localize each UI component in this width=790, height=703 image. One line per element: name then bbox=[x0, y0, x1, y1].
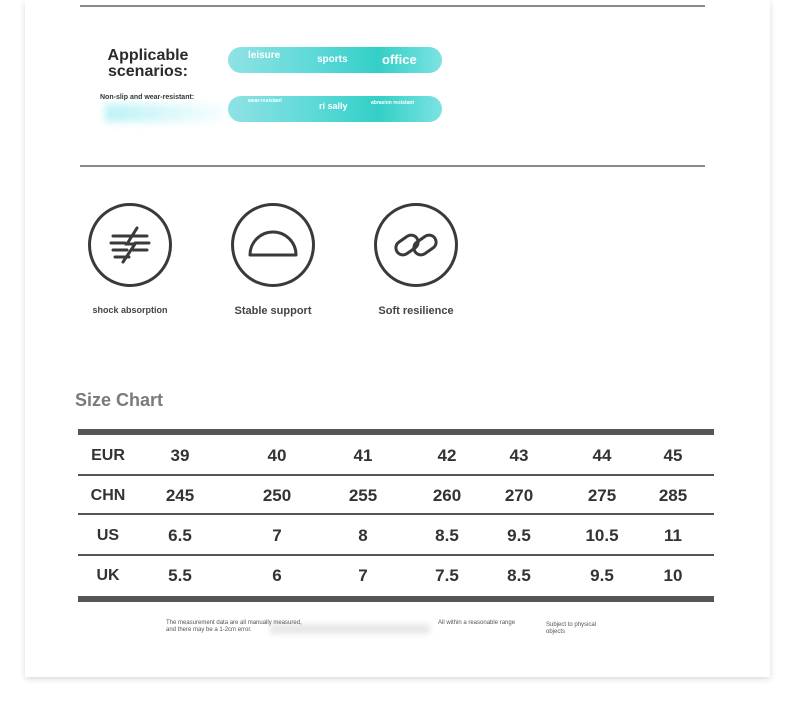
link-resilience-icon bbox=[374, 203, 458, 287]
scenarios-title-line2: scenarios: bbox=[107, 63, 189, 80]
table-top-bar bbox=[78, 429, 714, 435]
size-cell: 10.5 bbox=[585, 526, 619, 545]
size-cell: 39 bbox=[170, 446, 190, 465]
feature-ri-sally: ri sally bbox=[319, 101, 348, 111]
size-cell: 10 bbox=[663, 566, 683, 585]
feature-stable-support bbox=[213, 203, 333, 317]
size-row-eur bbox=[78, 436, 714, 476]
footnote-physical-line1: Subject to physical bbox=[546, 622, 597, 628]
footnote-physical-line2: objects bbox=[546, 629, 566, 635]
shock-absorption-icon bbox=[88, 203, 172, 287]
size-cell: 45 bbox=[663, 446, 683, 465]
table-bottom-bar bbox=[78, 596, 714, 602]
feature-label: Stable support bbox=[234, 305, 312, 317]
size-cell: 9.5 bbox=[590, 566, 614, 585]
size-cell: 7.5 bbox=[435, 566, 459, 585]
size-cell: 44 bbox=[592, 446, 612, 465]
feature-soft-resilience bbox=[356, 203, 476, 317]
row-divider bbox=[78, 513, 714, 515]
size-row-label: US bbox=[96, 527, 120, 544]
size-row-label: UK bbox=[96, 567, 120, 584]
size-cell: 41 bbox=[353, 446, 373, 465]
feature-wear-resistant: wear-resistant bbox=[248, 98, 282, 104]
nonslip-label: Non-slip and wear-resistant: bbox=[100, 94, 195, 101]
dome-support-icon bbox=[231, 203, 315, 287]
size-cell: 6.5 bbox=[168, 526, 192, 545]
size-cell: 42 bbox=[437, 446, 457, 465]
footnote-range: All within a reasonable range bbox=[438, 620, 516, 626]
size-cell: 5.5 bbox=[168, 566, 192, 585]
size-cell: 11 bbox=[664, 526, 682, 545]
size-row-label: CHN bbox=[90, 487, 126, 504]
size-cell: 7 bbox=[358, 566, 368, 585]
scenario-sports: sports bbox=[317, 54, 348, 65]
scenarios-title bbox=[95, 48, 201, 80]
size-cell: 245 bbox=[165, 486, 195, 505]
feature-label: shock absorption bbox=[92, 305, 168, 315]
footnote-measurement-line2: and there may be a 1-2cm error. bbox=[166, 627, 252, 633]
top-divider bbox=[80, 5, 705, 7]
size-row-us bbox=[78, 516, 714, 556]
size-cell: 275 bbox=[587, 486, 617, 505]
size-cell: 9.5 bbox=[507, 526, 531, 545]
size-cell: 7 bbox=[272, 526, 282, 545]
scenario-office: office bbox=[382, 52, 417, 67]
footnote-physical bbox=[546, 622, 596, 636]
scenario-pill bbox=[228, 47, 442, 73]
size-cell: 8.5 bbox=[507, 566, 531, 585]
size-cell: 255 bbox=[348, 486, 378, 505]
size-cell: 43 bbox=[509, 446, 529, 465]
footnote-measurement bbox=[166, 620, 302, 634]
size-chart-title: Size Chart bbox=[75, 390, 164, 410]
size-cell: 260 bbox=[432, 486, 462, 505]
scenarios-title-line1: Applicable bbox=[107, 47, 189, 64]
feature-shock-absorption bbox=[70, 203, 190, 315]
size-cell: 270 bbox=[504, 486, 534, 505]
size-cell: 8 bbox=[358, 526, 368, 545]
size-cell: 8.5 bbox=[435, 526, 459, 545]
middle-divider bbox=[80, 165, 705, 167]
row-divider bbox=[78, 474, 714, 476]
footnote-measurement-line1: The measurement data are all manually measured, bbox=[166, 620, 302, 626]
size-row-uk bbox=[78, 556, 714, 596]
size-cell: 250 bbox=[262, 486, 292, 505]
feature-abrasion-resistant: abrasion resistant bbox=[371, 100, 415, 106]
size-cell: 285 bbox=[658, 486, 688, 505]
row-divider bbox=[78, 554, 714, 556]
size-cell: 6 bbox=[272, 566, 282, 585]
size-row-chn bbox=[78, 476, 714, 516]
size-row-label: EUR bbox=[91, 447, 125, 464]
feature-pill bbox=[228, 96, 442, 122]
feature-label: Soft resilience bbox=[378, 305, 454, 317]
size-cell: 40 bbox=[267, 446, 287, 465]
scenario-leisure: leisure bbox=[248, 50, 281, 61]
nonslip-glow bbox=[105, 104, 225, 122]
